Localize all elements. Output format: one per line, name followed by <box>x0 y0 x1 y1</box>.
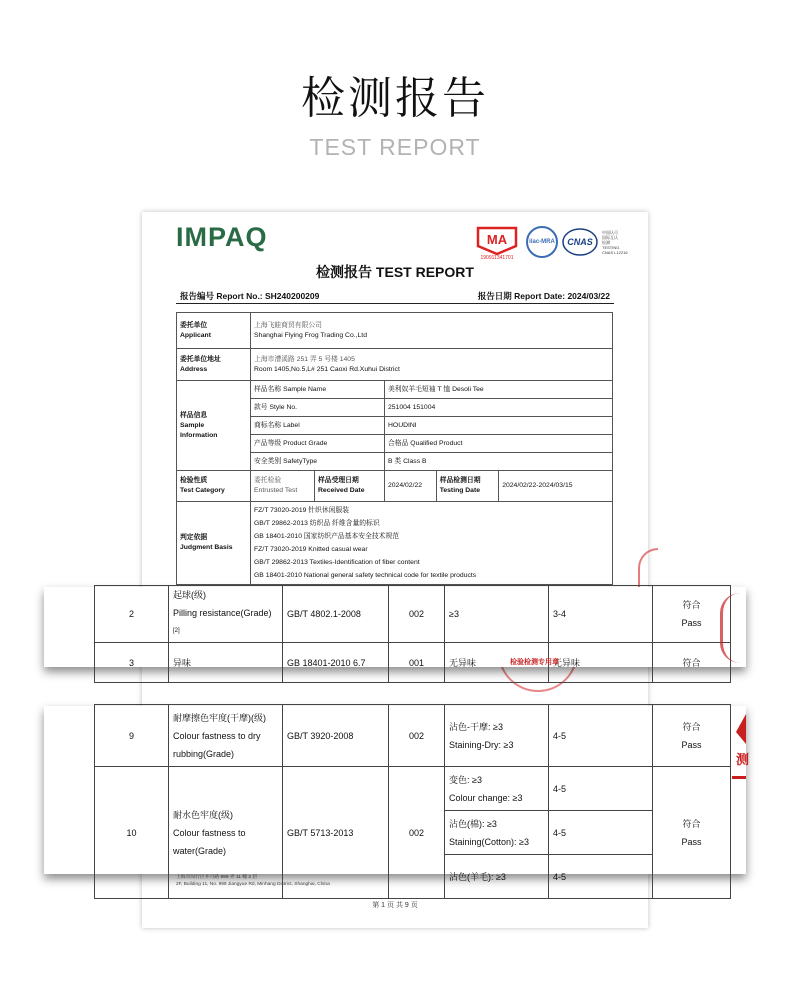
red-stamp-icon <box>720 593 750 663</box>
ma-cert-label: MA <box>486 232 508 247</box>
grade-label: 产品等级 Product Grade <box>251 435 385 453</box>
category-label: 检验性质 Test Category <box>177 471 251 502</box>
safety-value: B 类 Class B <box>385 453 613 471</box>
basis-line: GB/T 29862-2013 纺织品 纤维含量的标识 <box>254 520 380 527</box>
report-date: 报告日期 Report Date: 2024/03/22 <box>477 291 610 301</box>
impaq-logo: IMPAQ <box>176 222 268 252</box>
safety-label: 安全类别 SafetyType <box>251 453 385 471</box>
sample-label: 样品信息 Sample Information <box>177 381 251 471</box>
testing-value: 2024/02/22-2024/03/15 <box>502 482 573 489</box>
page-title: 检测报告 <box>301 73 489 124</box>
address-value: 上海市漕溪路 251 弄 5 号楼 1405 Room 1405,No.5,L# 251 Caoxi Rd.Xuhui District <box>251 349 613 381</box>
zoom-strip-1 <box>44 587 746 667</box>
address-label: 委托单位地址 Address <box>177 349 251 381</box>
table-row: 沾色(羊毛): ≥3 4-5 <box>95 855 731 899</box>
basis-line: FZ/T 73020-2019 针织休闲服装 <box>254 507 350 514</box>
certification-logos <box>472 222 636 262</box>
divider <box>176 303 614 304</box>
category-value: 委托检验 Entrusted Test <box>251 471 315 502</box>
report-footer: 上海市闵行区井月路 999 弄 11 幢 2 层 2F, Building 11, No. 999 Jiangyue Rd, Minhang District, Shanghai, China <box>176 875 330 887</box>
cnas-cert-label: CNAS <box>567 237 593 247</box>
ilac-mra-icon: ilac-MRA <box>526 226 558 258</box>
basis-line: GB 18401-2010 国家纺织产品基本安全技术规范 <box>254 533 400 540</box>
stamp-text: 检验检测专用章 <box>510 659 559 666</box>
grade-value: 合格品 Qualified Product <box>385 435 613 453</box>
table-row: 沾色(棉): ≥3 Staining(Cotton): ≥3 4-5 <box>95 811 731 855</box>
red-stamp-icon <box>732 714 750 784</box>
testing-label: 样品检测日期 Testing Date <box>437 471 499 501</box>
page-number: 第 1 页 共 9 页 <box>372 902 418 909</box>
ma-cert-icon <box>472 224 522 260</box>
style-label: 款号 Style No. <box>251 399 385 417</box>
received-value: 2024/02/22 <box>385 471 437 502</box>
style-value: 251004 151004 <box>385 399 613 417</box>
testing-cell <box>436 471 612 502</box>
ma-cert-number: 190911341701 <box>480 255 514 261</box>
sample-name-value: 美利奴羊毛短袖 T 恤 Desoli Tee <box>385 381 613 399</box>
table-row: 2 起球(级) Pilling resistance(Grade)[2] GB/T 4802.1-2008 002 ≥3 3-4 符合 Pass <box>95 586 731 643</box>
table-row: 10 耐水色牢度(级) Colour fastness to water(Grade) GB/T 5713-2013 002 变色: ≥3 Colour change: ≥3 4-5 符合 Pass <box>95 767 731 811</box>
report-number: 报告编号 Report No.: SH240200209 <box>180 291 320 301</box>
table-row: 3 异味 GB 18401-2010 6.7 001 无异味 无异味 符合 <box>95 643 731 683</box>
report-title: 检测报告 TEST REPORT <box>316 264 474 280</box>
sample-name-label: 样品名称 Sample Name <box>251 381 385 399</box>
side-mark: 测 <box>736 753 750 768</box>
received-label: 样品受理日期 Received Date <box>315 471 385 502</box>
basis-line: FZ/T 73020-2019 Knitted casual wear <box>254 546 368 553</box>
applicant-label: 委托单位 Applicant <box>177 313 251 349</box>
cert-text: 中国认可 国际互认 检测 TESTING CNAS L12216 <box>602 229 628 255</box>
report-info-table <box>176 312 613 585</box>
applicant-value: 上海飞蛙商贸有限公司 Shanghai Flying Frog Trading Co.,Ltd <box>251 313 613 349</box>
result-table-1 <box>94 585 731 683</box>
page-subtitle: TEST REPORT <box>309 134 481 160</box>
basis-line: GB 18401-2010 National general safety technical code for textile products <box>254 572 477 579</box>
table-row: 9 耐摩擦色牢度(干摩)(级) Colour fastness to dry rubbing(Grade) GB/T 3920-2008 002 沾色-干摩: ≥3 Staining-Dry: ≥3 4-5 符合 Pass <box>95 705 731 767</box>
brand-value: HOUDINI <box>385 417 613 435</box>
result-table-2 <box>94 704 731 899</box>
basis-label: 判定依据 Judgment Basis <box>177 502 251 585</box>
brand-label: 商标名称 Label <box>251 417 385 435</box>
cnas-cert-icon <box>562 227 598 257</box>
basis-line: GB/T 29862-2013 Textiles-Identification of fiber content <box>254 559 420 566</box>
basis-value <box>251 502 613 585</box>
